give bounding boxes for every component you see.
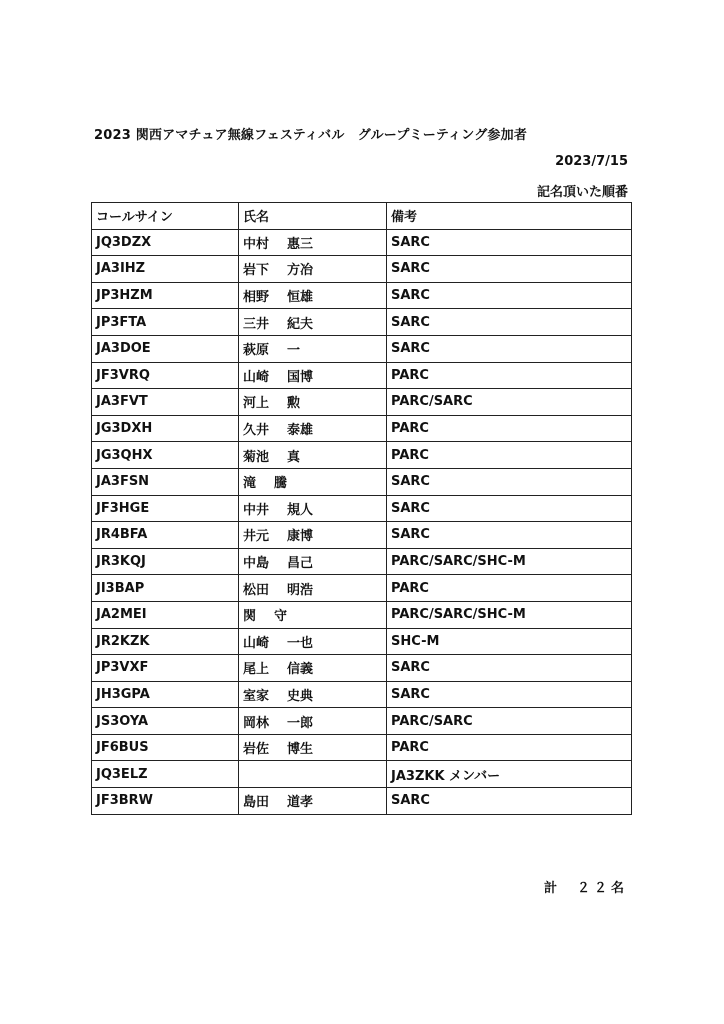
name-family: 島田 (243, 795, 270, 811)
cell-remark: SARC (387, 309, 632, 336)
name-family: 室家 (243, 688, 270, 704)
cell-name (239, 415, 387, 442)
cell-remark: PARC/SARC/SHC-M (387, 601, 632, 628)
name-family: 萩原 (243, 343, 270, 359)
name-family: 河上 (243, 396, 270, 412)
cell-remark: SARC (387, 522, 632, 549)
name-family: 尾上 (243, 662, 270, 678)
name-given: 一郎 (287, 715, 314, 731)
cell-callsign: JR3KQJ (92, 548, 239, 575)
cell-remark: PARC (387, 442, 632, 469)
cell-name (239, 468, 387, 495)
cell-callsign: JA2MEI (92, 601, 239, 628)
name-given: 康博 (287, 529, 314, 545)
table-row (92, 442, 632, 469)
table-row (92, 309, 632, 336)
cell-callsign: JQ3ELZ (92, 761, 239, 788)
order-note: 記名頂いた順番 (536, 185, 628, 200)
table-body (92, 229, 632, 814)
cell-remark: PARC/SARC (387, 389, 632, 416)
name-family: 中島 (243, 556, 270, 572)
total-count (544, 877, 628, 896)
cell-callsign: JF3BRW (92, 788, 239, 815)
cell-name (239, 628, 387, 655)
cell-name (239, 522, 387, 549)
cell-callsign: JQ3DZX (92, 229, 239, 256)
name-family: 久井 (243, 423, 270, 439)
table-row (92, 788, 632, 815)
name-given: 明浩 (287, 582, 314, 598)
cell-callsign: JG3QHX (92, 442, 239, 469)
table-header-row (92, 203, 632, 230)
cell-remark: SARC (387, 655, 632, 682)
name-given: 守 (274, 609, 288, 625)
cell-callsign: JF3VRQ (92, 362, 239, 389)
cell-remark: SARC (387, 282, 632, 309)
table-row (92, 734, 632, 761)
name-given: 一也 (287, 635, 314, 651)
table-row (92, 389, 632, 416)
cell-name (239, 734, 387, 761)
cell-remark: JA3ZKK メンバー (387, 761, 632, 788)
cell-name (239, 761, 387, 788)
name-family: 中井 (243, 502, 270, 518)
table-row (92, 256, 632, 283)
cell-callsign: JG3DXH (92, 415, 239, 442)
name-family: 松田 (243, 582, 270, 598)
name-family: 三井 (243, 316, 270, 332)
cell-callsign: JI3BAP (92, 575, 239, 602)
header-callsign: コールサイン (92, 203, 239, 230)
name-given: 史典 (287, 688, 314, 704)
table-row (92, 708, 632, 735)
cell-name (239, 681, 387, 708)
table-row (92, 362, 632, 389)
name-family: 岩佐 (243, 742, 270, 758)
name-given: 一 (287, 343, 301, 359)
name-given: 惠三 (287, 236, 314, 252)
cell-name (239, 256, 387, 283)
header-remark: 備考 (387, 203, 632, 230)
name-given: 信義 (287, 662, 314, 678)
table-row (92, 522, 632, 549)
table-row (92, 548, 632, 575)
name-given: 紀夫 (287, 316, 314, 332)
name-family: 岡林 (243, 715, 270, 731)
cell-remark: SARC (387, 468, 632, 495)
document-date: 2023/7/15 (555, 154, 628, 169)
table-row (92, 628, 632, 655)
name-given: 道孝 (287, 795, 314, 811)
cell-name (239, 495, 387, 522)
cell-name (239, 442, 387, 469)
table-row (92, 415, 632, 442)
cell-callsign: JP3VXF (92, 655, 239, 682)
name-given: 国博 (287, 369, 314, 385)
cell-remark: PARC (387, 734, 632, 761)
name-given: 博生 (287, 742, 314, 758)
name-family: 関 (243, 609, 257, 625)
name-given: 昌己 (287, 556, 314, 572)
cell-callsign: JP3HZM (92, 282, 239, 309)
cell-name (239, 389, 387, 416)
name-family: 滝 (243, 476, 257, 492)
header-name: 氏名 (239, 203, 387, 230)
name-given: 勲 (287, 396, 301, 412)
cell-callsign: JF3HGE (92, 495, 239, 522)
total-label: 計 (543, 881, 557, 896)
cell-name (239, 708, 387, 735)
name-family: 山崎 (243, 635, 270, 651)
name-given: 恒雄 (287, 290, 314, 306)
cell-remark: SARC (387, 495, 632, 522)
name-family: 菊池 (243, 449, 270, 465)
cell-remark: SARC (387, 681, 632, 708)
cell-remark: PARC (387, 415, 632, 442)
cell-callsign: JA3FSN (92, 468, 239, 495)
cell-name (239, 362, 387, 389)
cell-remark: PARC (387, 362, 632, 389)
cell-callsign: JA3IHZ (92, 256, 239, 283)
name-given: 規人 (287, 502, 314, 518)
table-row (92, 468, 632, 495)
table-row (92, 335, 632, 362)
cell-name (239, 548, 387, 575)
cell-callsign: JR2KZK (92, 628, 239, 655)
table-row (92, 681, 632, 708)
total-value: ２２名 (576, 881, 628, 896)
cell-remark: SARC (387, 335, 632, 362)
cell-remark: SARC (387, 229, 632, 256)
table-row (92, 655, 632, 682)
cell-callsign: JR4BFA (92, 522, 239, 549)
name-family: 岩下 (243, 263, 270, 279)
cell-remark: SARC (387, 788, 632, 815)
table-row (92, 495, 632, 522)
table-row (92, 761, 632, 788)
name-given: 泰雄 (287, 423, 314, 439)
cell-name (239, 601, 387, 628)
table-row (92, 229, 632, 256)
cell-remark: PARC/SARC/SHC-M (387, 548, 632, 575)
name-family: 山崎 (243, 369, 270, 385)
cell-callsign: JF6BUS (92, 734, 239, 761)
document-title: 2023 関西アマチュア無線フェスティバル グループミーティング参加者 (94, 128, 528, 143)
cell-remark: PARC (387, 575, 632, 602)
table-row (92, 575, 632, 602)
cell-name (239, 282, 387, 309)
table-row (92, 601, 632, 628)
cell-remark: PARC/SARC (387, 708, 632, 735)
name-given: 方冶 (287, 263, 314, 279)
cell-remark: SHC-M (387, 628, 632, 655)
participant-table (91, 202, 632, 815)
cell-name (239, 788, 387, 815)
name-given: 騰 (274, 476, 288, 492)
name-family: 相野 (243, 290, 270, 306)
cell-name (239, 335, 387, 362)
name-family: 井元 (243, 529, 270, 545)
cell-callsign: JA3FVT (92, 389, 239, 416)
cell-callsign: JS3OYA (92, 708, 239, 735)
cell-callsign: JP3FTA (92, 309, 239, 336)
cell-callsign: JH3GPA (92, 681, 239, 708)
table-row (92, 282, 632, 309)
cell-callsign: JA3DOE (92, 335, 239, 362)
name-family: 中村 (243, 236, 270, 252)
cell-name (239, 309, 387, 336)
cell-remark: SARC (387, 256, 632, 283)
cell-name (239, 229, 387, 256)
name-given: 真 (287, 449, 301, 465)
cell-name (239, 655, 387, 682)
cell-name (239, 575, 387, 602)
